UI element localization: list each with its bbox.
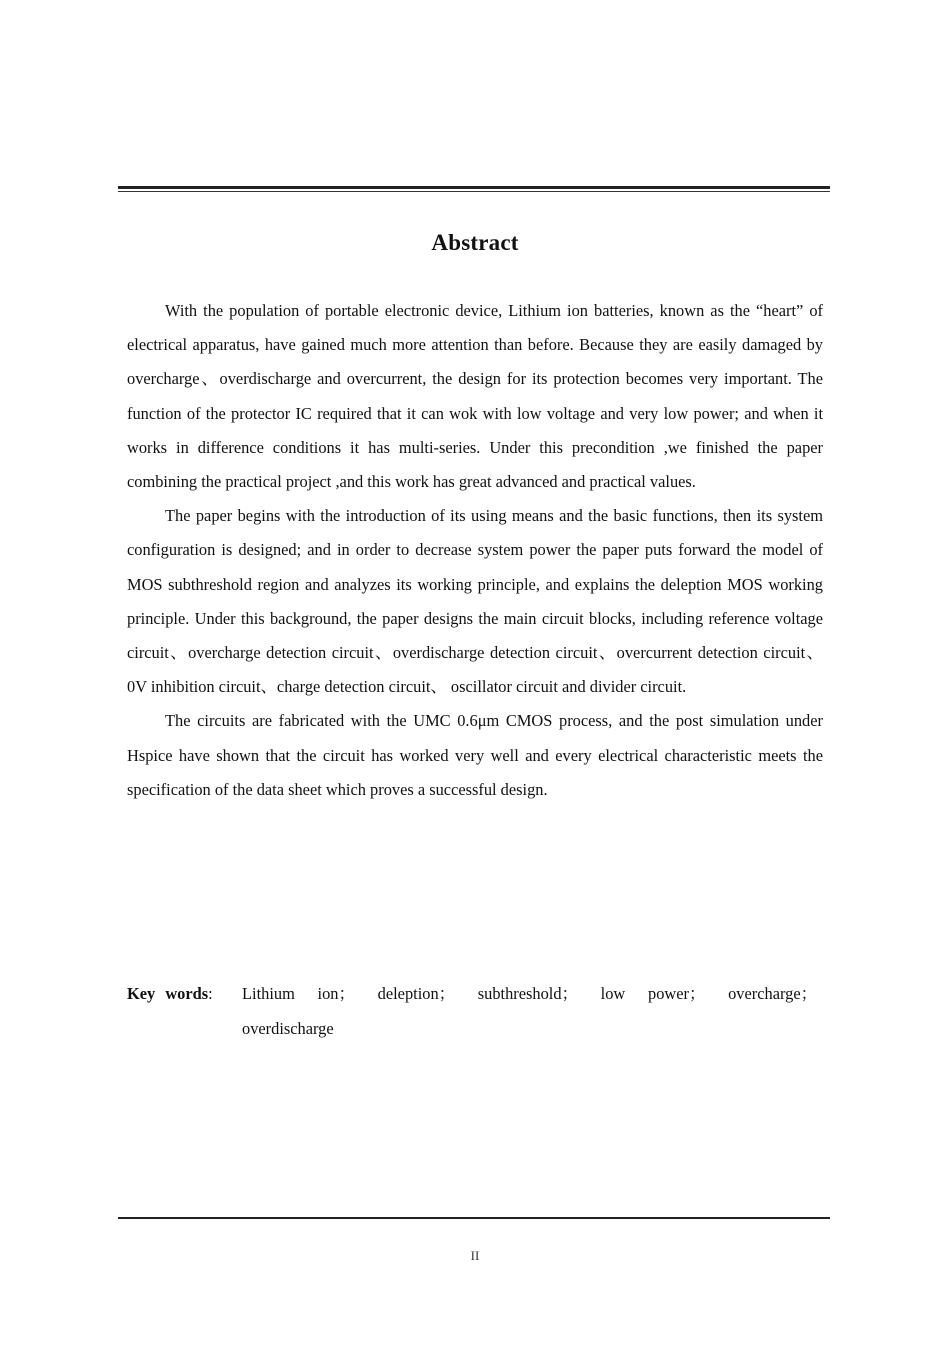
page-number: II — [470, 1248, 480, 1263]
abstract-paragraph-1: With the population of portable electronic device, Lithium ion batteries, known as the “heart” of electrical apparatus, have gained much more attention than before. Because they are easily damaged by overcharge、overdischarge and overcurrent, the design for its protection becomes very important. The function of the protector IC required that it can wok with low voltage and very low power; and when it works in difference conditions it has multi-series. Under this precondition ,we finished the paper combining the practical project ,and this work has great advanced and practical values. — [127, 301, 823, 492]
abstract-paragraph-3: The circuits are fabricated with the UMC 0.6μm CMOS process, and the post simulation under Hspice have shown that the circuit has worked very well and every electrical characteristic meets the specification of the data sheet which proves a successful design. — [127, 711, 823, 799]
keywords-list: Lithium ion； deleption； subthreshold； low power； overcharge； overdischarge — [242, 984, 817, 1038]
abstract-body — [127, 294, 823, 807]
footer-rule — [118, 1217, 830, 1219]
abstract-paragraph-2: The paper begins with the introduction of its using means and the basic functions, then its system configuration is designed; and in order to decrease system power the paper puts forward the model of MOS subthreshold region and analyzes its working principle, and explains the deleption MOS working principle. Under this background, the paper designs the main circuit blocks, including reference voltage circuit、overcharge detection circuit、overdischarge detection circuit、overcurrent detection circuit、0V inhibition circuit、charge detection circuit、 oscillator circuit and divider circuit. — [127, 506, 823, 697]
keywords-colon: : — [208, 984, 213, 1003]
header-double-rule — [118, 186, 830, 192]
header-rule-thick — [118, 186, 830, 189]
header-rule-thin — [118, 191, 830, 192]
abstract-title: Abstract — [431, 230, 519, 255]
keywords-label-group — [127, 976, 213, 1011]
keywords-label: Key words — [127, 984, 209, 1003]
